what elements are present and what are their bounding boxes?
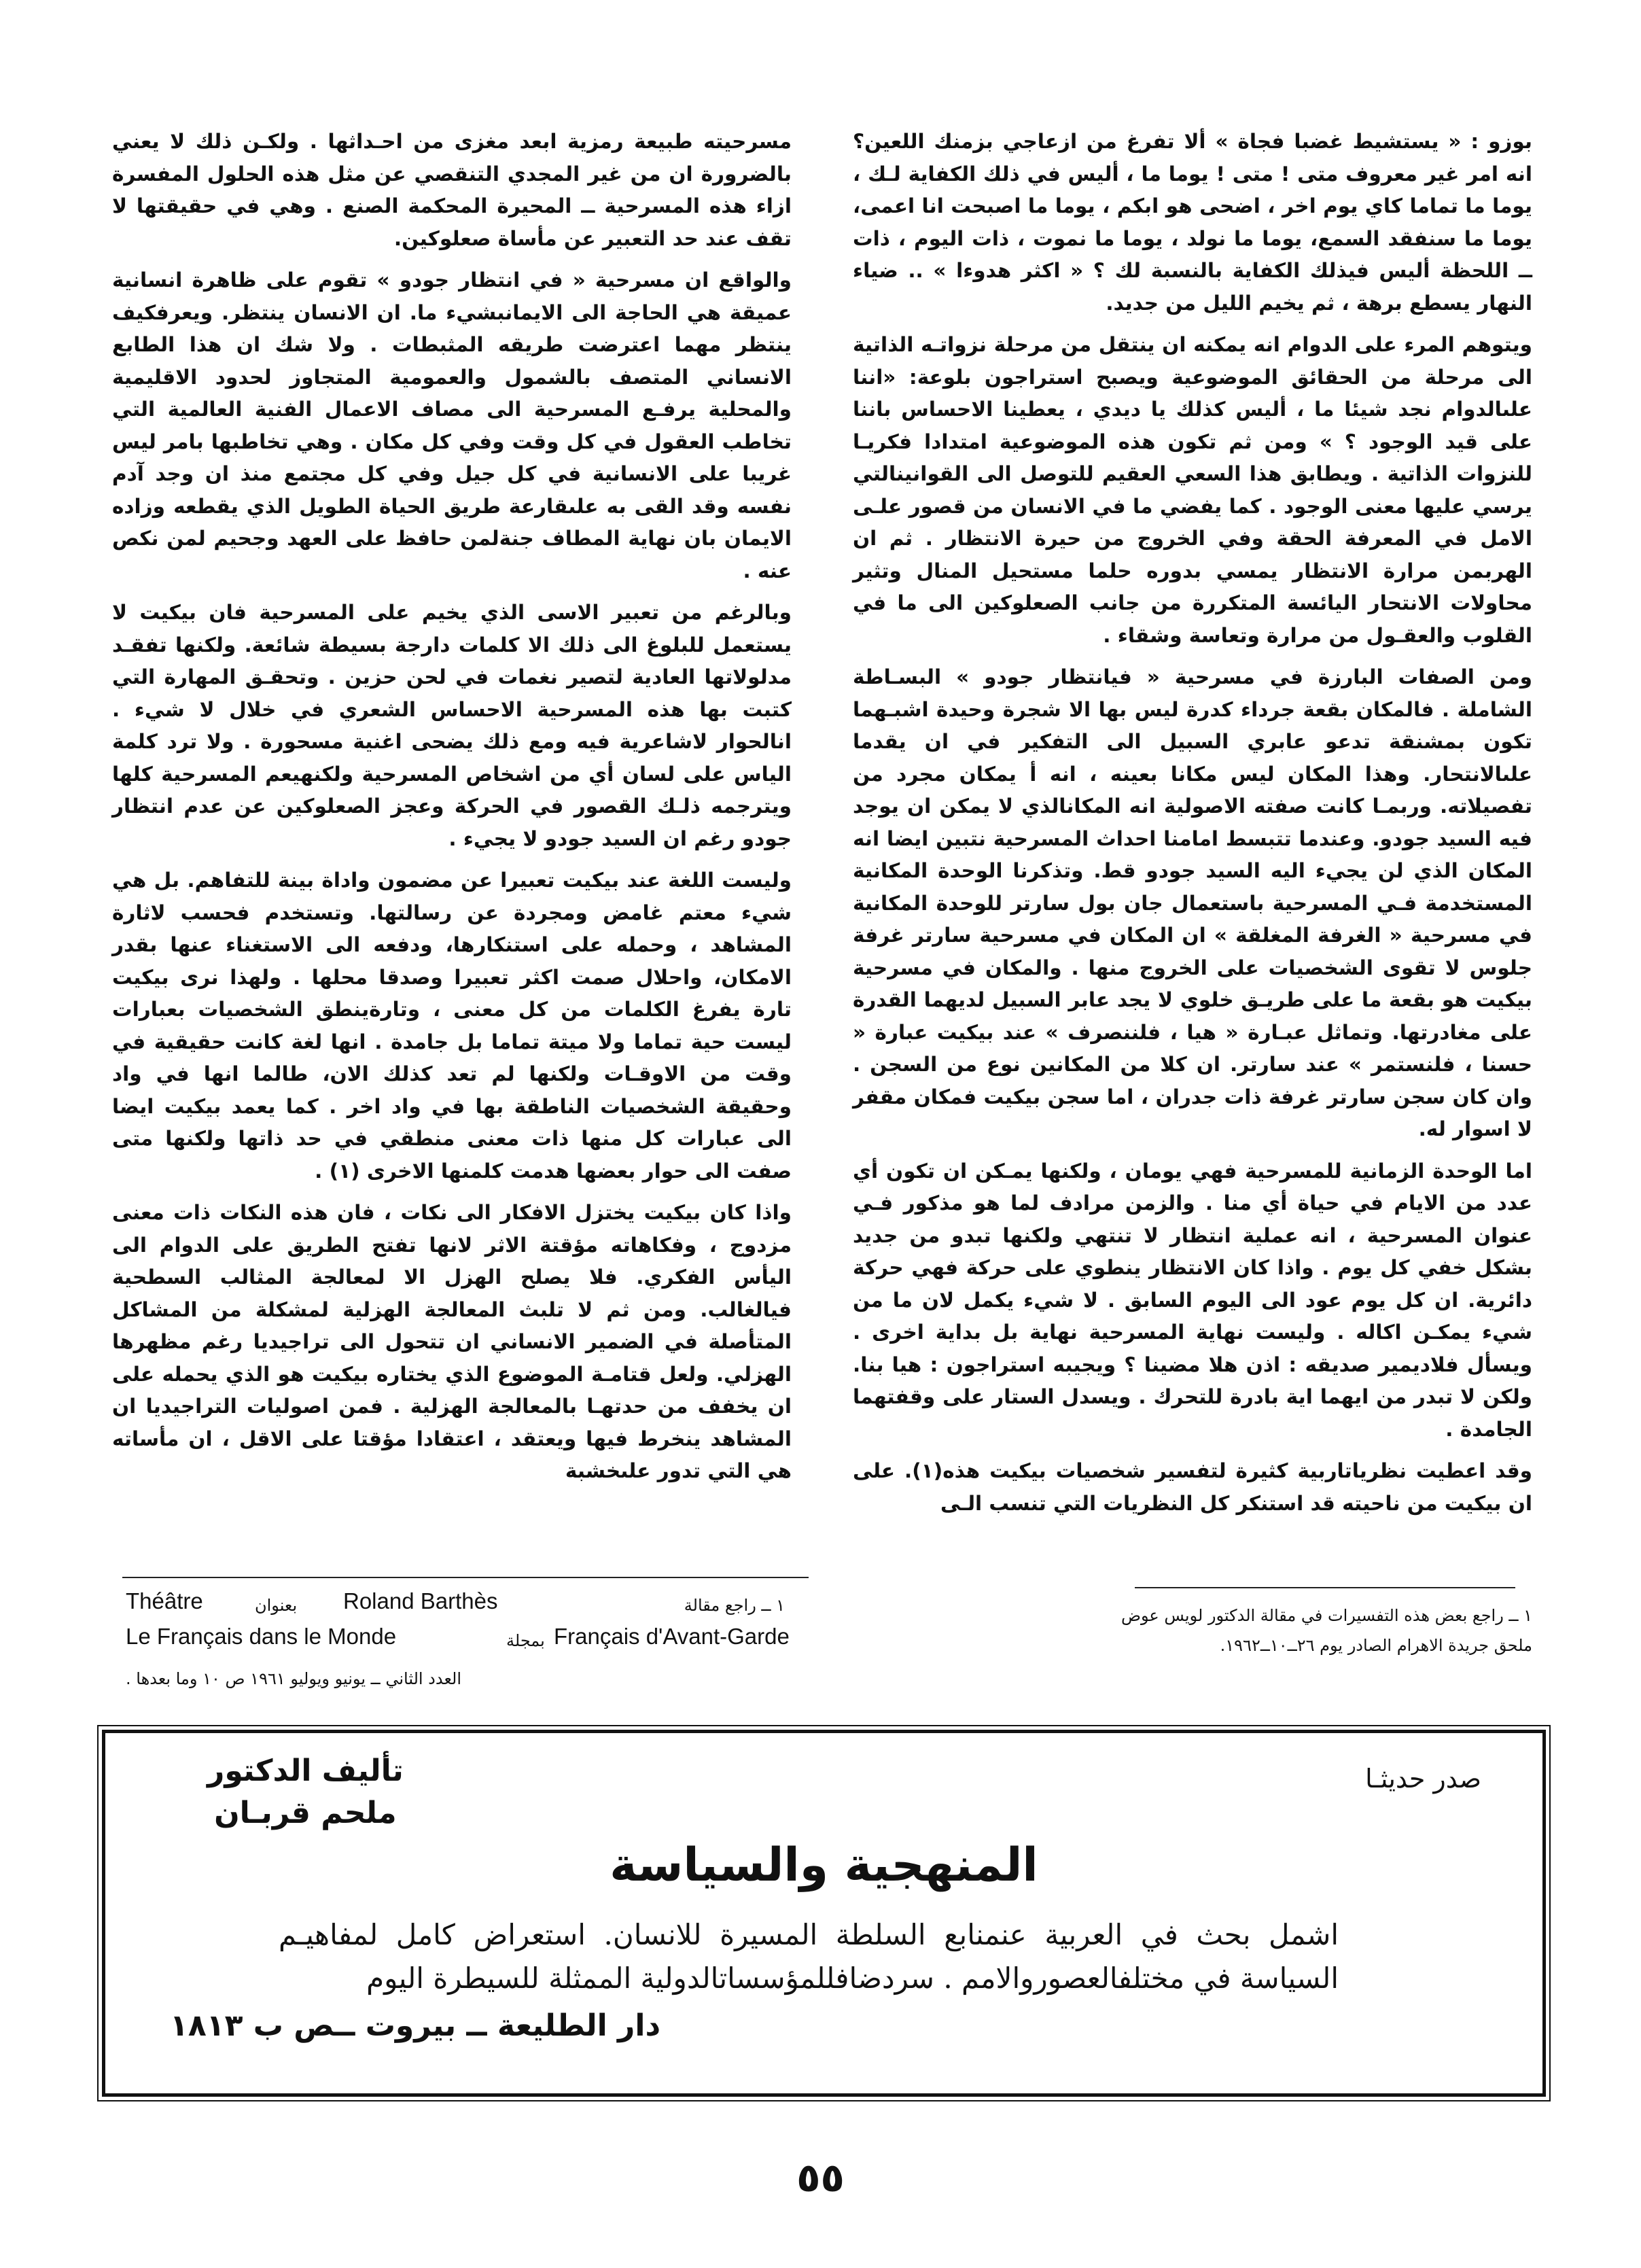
paragraph-faith: والواقع ان مسرحية « في انتظار جودو » تقوم على ظاهرة انسانية عميقة هي الحاجة الى الايمانبشيء ما. ان الانسان ينتظر. ويعرفكيف ينتظر مهما اعترضت طريقه المثبطات . ولا شك ان هذا الطابع الانساني المتصف بالشمول والعمومية المتجاوز لحدود الاقليمية والمحلية يرفـع المسرحية الى مصاف الاعمال الفنية العالمية التي تخاطب العقول في كل وقت وفي كل مكان . وهي تخاطبها بامر ليس غريبا على الانسانية في كل جيل وفي كل مجتمع منذ ان وجد آدم نفسه وقد القى به علىقارعة طريق الحياة الطويل الذي يقطعه وزاده الايمان بان نهاية المطاف جنةلمن حافظ على العهد وجحيم لمن نكص عنه . [112,268,792,582]
ad-publisher: دار الطليعة ــ بيروت ــص ب ١٨١٣ [170,2008,661,2043]
footnote-rule-right [1135,1587,1515,1588]
footnote-left-title: Théâtre [126,1588,203,1613]
paragraph-language-meaning: وليست اللغة عند بيكيت تعبيرا عن مضمون واداة بينة للتفاهم. بل هي شيء معتم غامض ومجردة عن رسالتها. وتستخدم فحسب لاثارة المشاهد ، وحمله على استنكارها، ودفعه الى الاستغناء عنها بقدر الامكان، واحلال صمت اكثر تعبيرا وصدقا محلها . ولهذا نرى بيكيت تارة يفرغ الكلمات من كل معنى ، وتارةينطق الشخصيات بعبارات ليست حية تماما ولا ميتة تماما بل جامدة . انها لغة كانت حقيقية في وقت من الاوقـات ولكنها لم تعد كذلك الان، طالما انها في واد وحقيقة الشخصيات الناطقة بها في واد اخر . كما يعمد بيكيت ايضا الى عبارات كل منها ذات معنى منطقي في حد ذاتها ولكنها متى صفت الى حوار بعضها هدمت كلمنها الاخرى (١) . [112,869,792,1183]
footnote-rule-left [122,1577,809,1578]
paragraph-objectivity: ويتوهم المرء على الدوام انه يمكنه ان ينتقل من مرحلة نزواتـه الذاتية الى مرحلة من الحقائق الموضوعية ويصبح استراجون بلوعة: «اننا علىالدوام نجد شيئا ما ، أليس كذلك يا ديدي ، يعطينا الاحساس باننا على قيد الوجود ؟ » ومن ثم تكون هذه الموضوعية امتدادا فكريـا للنزوات الذاتية . ويطابق هذا السعي العقيم للتوصل الى القوانينالتي يرسي عليها معنى الوجود . كما يفضي ما في الانسان من قصور علـى الامل في المعرفة الحقة وفي الخروج من حيرة الانتظار . ثم ان الهربمن مرارة الانتظار يمسي بدوره حلما مستحيل المنال وتثير محاولات الانتحار اليائسة المتكررة من جانب الصعلوكين الى ما في القلوب والعقـول من مرارة وتعاسة وشقاء . [853,333,1532,647]
paragraph-theories: وقد اعطيت نظرياتاربية كثيرة لتفسير شخصيات بيكيت هذه(١). على ان بيكيت من ناحيته قد استنكر كل النظريات التي تنسب الـى [853,1459,1532,1515]
footnote-left-row1 [112,1590,792,1626]
paragraph-pozzo-quote: بوزو : « يستشيط غضبا فجاة » ألا تفرغ من ازعاجي بزمنك اللعين؟ انه امر غير معروف متى ! متى ! يوما ما ، أليس في ذلك الكفاية لـك ، يوما ما تماما كاي يوم اخر ، اضحى هو ابكم ، يوما ما اصبحت انا اعمى، يوما ما سنفقد السمع، يوما ما نولد ، يوما ما نموت ، ذات اليوم ، ذات ــ اللحظة أليس فيذلك الكفاية بالنسبة لك ؟ « اكثر هدوءا » .. ضياء النهار يسطع برهة ، ثم يخيم الليل من جديد. [853,130,1532,315]
paragraph-humor: واذا كان بيكيت يختزل الافكار الى نكات ، فان هذه النكات ذات معنى مزدوج ، وفكاهاته مؤقتة الاثر لانها تفتح الطريق على الدوام الى اليأس الفكري. فلا يصلح الهزل الا لمعالجة المثالب السطحية فيالغالب. ومن ثم لا تلبث المعالجة الهزلية لمشكلة من المشاكل المتأصلة في الضمير الانساني ان تتحول الى تراجيديا رغم مظهرها الهزلي. ولعل قتامـة الموضوع الذي يختاره بيكيت هو الذي يحمله على ان يخفف من حدتهـا بالمعالجة الهزلية . فمن اصوليات التراجيديا ان المشاهد ينخرط فيها ويعتقد ، اعتقادا مؤقتا على الاقل ، ان مأساته هي التي تدور علىخشبة [112,1201,792,1482]
ad-book-title: المنهجية والسياسة [610,1838,1038,1892]
page-number: ٥٥ [796,2154,845,2201]
footnote-left-issue: العدد الثاني ــ يونيو ويوليو ١٩٦١ ص ١٠ وما بعدها . [126,1669,462,1688]
footnote-left-row2 [112,1626,792,1661]
footnote-left [112,1590,792,1694]
ad-recently-published: صدر حديثـا [1365,1764,1481,1794]
footnote-left-journal-label: بمجلة [506,1631,545,1650]
ad-author-title: تأليف الدكتور [207,1754,404,1788]
paragraph-time-unity: اما الوحدة الزمانية للمسرحية فهي يومان ، ولكنها يمـكن ان تكون أي عدد من الايام في حياة أي منا . والزمن مرادف لما هو مذكور فـي عنوان المسرحية ، انه عملية انتظار لا تنتهي ولكنها تبدو من جديد بشكل خفي كل يوم . واذا كان الانتظار ينطوي على حركة فهي حركة دائرية. ان كل يوم عود الى اليوم السابق . لا شيء يكمل لان ما من شيء يمكـن اكاله . وليست نهاية المسرحية نهاية بل بداية اخرى . ويسأل فلاديمير صديقه : اذن هلا مضينا ؟ ويجيبه استراجون : هيا بنا. ولكن لا تبدر من ايهما اية بادرة للتحرك . ويسدل الستار على وقفتهما الجامدة . [853,1159,1532,1441]
article-column-right [853,126,1532,1520]
footnote-right [853,1601,1532,1660]
footnote-left-journal: Le Français dans le Monde [126,1624,397,1649]
paragraph-place-unity: ومن الصفات البارزة في مسرحية « فيانتظار جودو » البسـاطة الشاملة . فالمكان بقعة جرداء كدرة ليس بها الا شجرة وحيدة اشبـهما تكون بمشنقة تدعو عابري السبيل الى التفكير في ان يقدما علىالانتحار. وهذا المكان ليس مكانا بعينه ، انه أ يمكان مجرد من تفصيلاته. وربمـا كانت صفته الاصولية انه المكانالذي لا يمكن ان يوجد فيه السيد جودو. وعندما تتبسط امامنا احداث المسرحية نتبين ايضا انه المكان الذي لن يجيء اليه السيد جودو قط. وتذكرنا الوحدة المكانية المستخدمة فـي المسرحية باستعمال جان بول سارتر للوحدة المكانية في مسرحية « الغرفة المغلقة » ان المكان في مسرحية سارتر غرفة جلوس لا تقوى الشخصيات على الخروج منها . والمكان في مسرحية بيكيت هو بقعة ما على طريـق خلوي لا يجد عابر السبيل لديهما القدرة على مغادرتها. وتماثل عبـارة « هيا ، فلننصرف » عند بيكيت عبارة « حسنا ، فلنستمر » عند سارتر. ان كلا من المكانين نوع من السجن . وان كان سجن سارتر غرفة ذات جدران ، اما سجن بيكيت فمكان مقفر لا اسوار له. [853,665,1532,1140]
ad-author-name: ملحم قربـان [214,1796,397,1830]
footnote-left-prefix: ١ ــ راجع مقالة [684,1596,785,1615]
ad-author [207,1750,404,1834]
book-advertisement [102,1730,1546,2097]
ad-description: اشمل بحث في العربية عنمنابع السلطة المسيرة للانسان. استعراض كامل لمفاهيـم السياسة في مختلفالعصوروالامم . سردضافللمؤسساتالدولية الممثلة للسيطرة اليوم [279,1918,1339,1995]
footnote-left-title-label: بعنوان [255,1596,298,1615]
paragraph-symbolism: مسرحيته طبيعة رمزية ابعد مغزى من احـداثها . ولكـن ذلك لا يعني بالضرورة ان من غير المجدي التنقصي عن مثل هذه الحلول المفسرة ازاء هذه المسرحية ــ المحيرة المحكمة الصنع . وهي في حقيقتها لا تقف عند حد التعبير عن مأساة صعلوكين. [112,130,792,250]
footnote-right-line2: ملحق جريدة الاهرام الصادر يوم ٢٦ــ١٠ــ١٩٦٢. [1220,1636,1532,1655]
footnote-right-line1: ١ ــ راجع بعض هذه التفسيرات في مقالة الدكتور لويس عوض [1121,1606,1532,1625]
paragraph-language-grief: وبالرغم من تعبير الاسى الذي يخيم على المسرحية فان بيكيت لا يستعمل للبلوغ الى ذلك الا كلمات دارجة بسيطة شائعة. ولكنها تفقـد مدلولاتها العادية لتصير نغمات في لحن حزين . وتحقـق المهارة التي كتبت بها هذه المسرحية الاحساس الشعري في خلال لا شيء . انالحوار لاشاعرية فيه ومع ذلك يضحى اغنية مسحورة . ولا ترد كلمة الياس على لسان أي من اشخاص المسرحية ولكنهيعم المسرحية كلها ويترجمه ذلـك القصور في الحركة وعجز الصعلوكين عن عدم انتظار جودو رغم ان السيد جودو لا يجيء . [112,601,792,850]
article-column-left [112,126,792,1488]
footnote-left-author: Roland Barthès [343,1588,498,1613]
footnote-left-article: Français d'Avant-Garde [554,1624,790,1649]
